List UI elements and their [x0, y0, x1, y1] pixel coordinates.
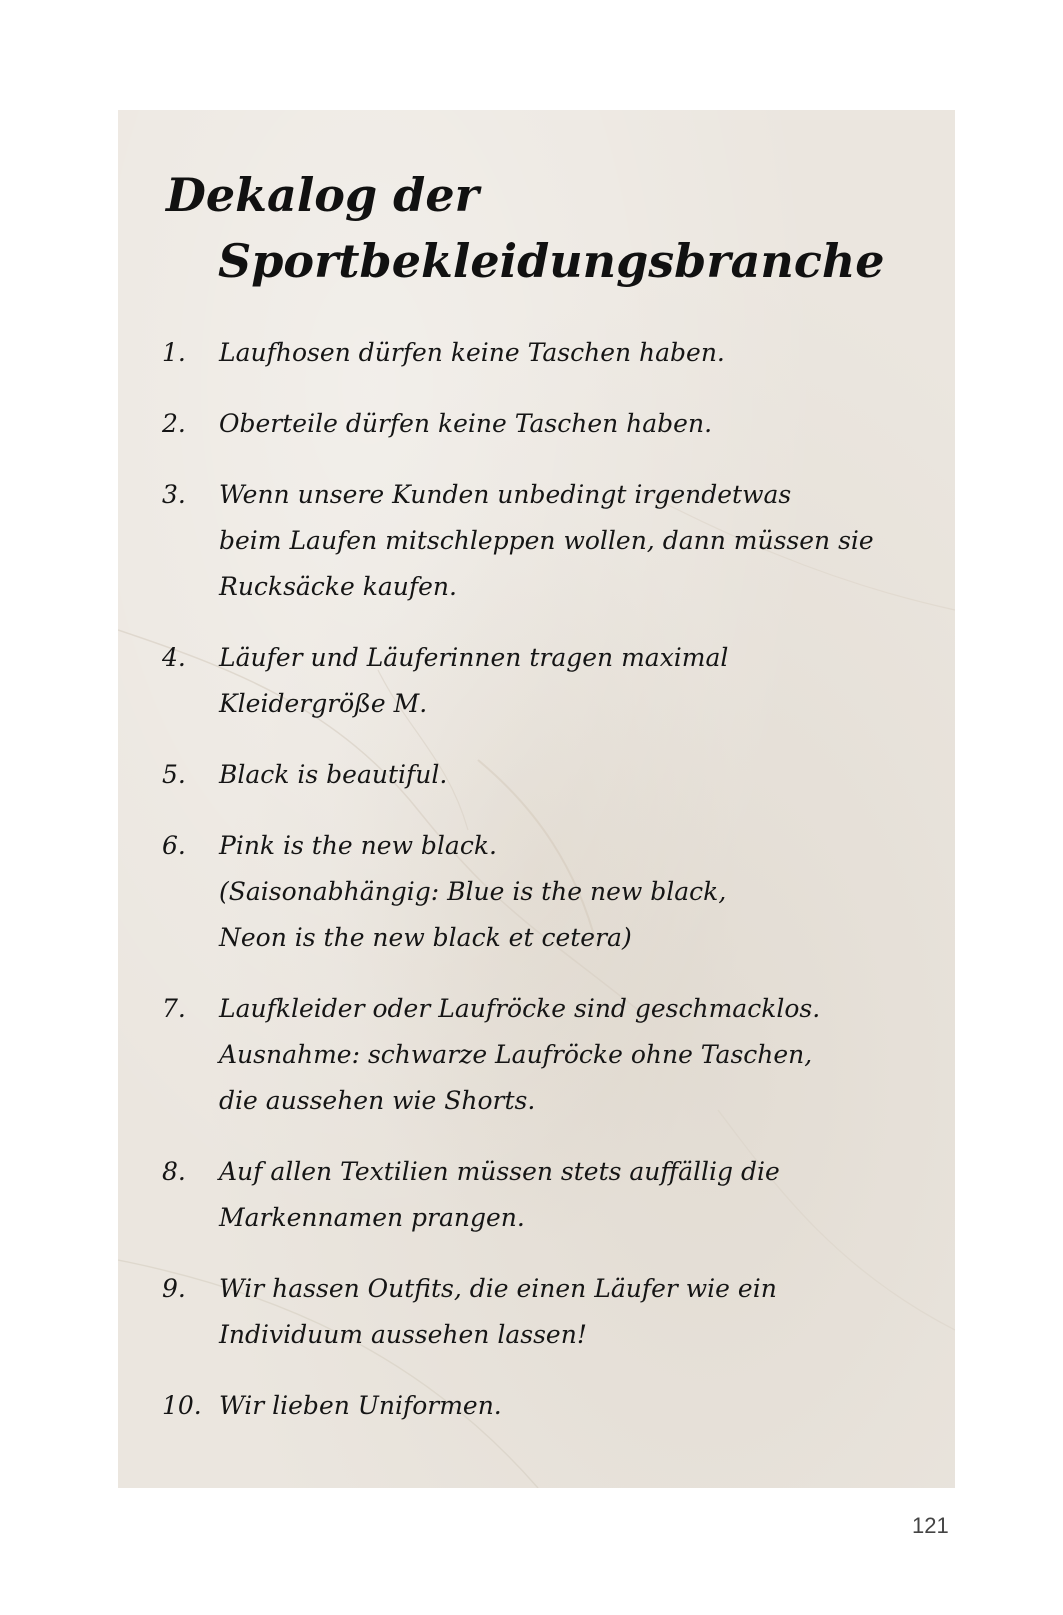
item-text: Individuum aussehen lassen! [219, 1320, 587, 1349]
item-text: Rucksäcke kaufen. [219, 572, 457, 601]
item-text: Black is beautiful. [219, 760, 448, 789]
list-item [162, 1383, 942, 1429]
item-text: Wir hassen Outfits, die einen Läufer wie ein [219, 1274, 777, 1303]
item-text: Neon is the new black et cetera) [219, 923, 632, 952]
list-item [162, 1266, 942, 1358]
item-number: 10. [162, 1391, 202, 1420]
item-text: Auf allen Textilien müssen stets auffällig die [219, 1157, 780, 1186]
list-item [162, 330, 942, 376]
item-number: 2. [162, 409, 186, 438]
list-item [162, 1149, 942, 1241]
item-text: Wenn unsere Kunden unbedingt irgendetwas [219, 480, 792, 509]
item-text: Markennamen prangen. [219, 1203, 525, 1232]
item-text: Pink is the new black. [219, 831, 497, 860]
item-number: 4. [162, 643, 186, 672]
marble-panel [118, 110, 955, 1488]
item-text: Ausnahme: schwarze Laufröcke ohne Taschen, [219, 1040, 813, 1069]
list-item [162, 401, 942, 447]
item-text: Laufhosen dürfen keine Taschen haben. [219, 338, 725, 367]
item-number: 8. [162, 1157, 186, 1186]
item-text: Oberteile dürfen keine Taschen haben. [219, 409, 713, 438]
list-item [162, 986, 942, 1124]
page-title [166, 162, 885, 294]
item-number: 5. [162, 760, 186, 789]
item-number: 3. [162, 480, 186, 509]
list-item [162, 752, 942, 798]
item-text: Kleidergröße M. [219, 689, 428, 718]
item-number: 9. [162, 1274, 186, 1303]
commandment-list [162, 330, 942, 1454]
item-text: die aussehen wie Shorts. [219, 1086, 536, 1115]
list-item [162, 472, 942, 610]
item-text: Wir lieben Uniformen. [219, 1391, 502, 1420]
item-text: beim Laufen mitschleppen wollen, dann müssen sie [219, 526, 874, 555]
item-text: Läufer und Läuferinnen tragen maximal [219, 643, 729, 672]
list-item [162, 635, 942, 727]
item-text: (Saisonabhängig: Blue is the new black, [219, 877, 727, 906]
title-line-2: Sportbekleidungsbranche [218, 234, 885, 288]
list-item [162, 823, 942, 961]
page-number: 121 [912, 1513, 949, 1538]
item-text: Laufkleider oder Laufröcke sind geschmacklos. [219, 994, 821, 1023]
item-number: 6. [162, 831, 186, 860]
item-number: 1. [162, 338, 186, 367]
title-line-1: Dekalog der [166, 168, 479, 222]
item-number: 7. [162, 994, 186, 1023]
